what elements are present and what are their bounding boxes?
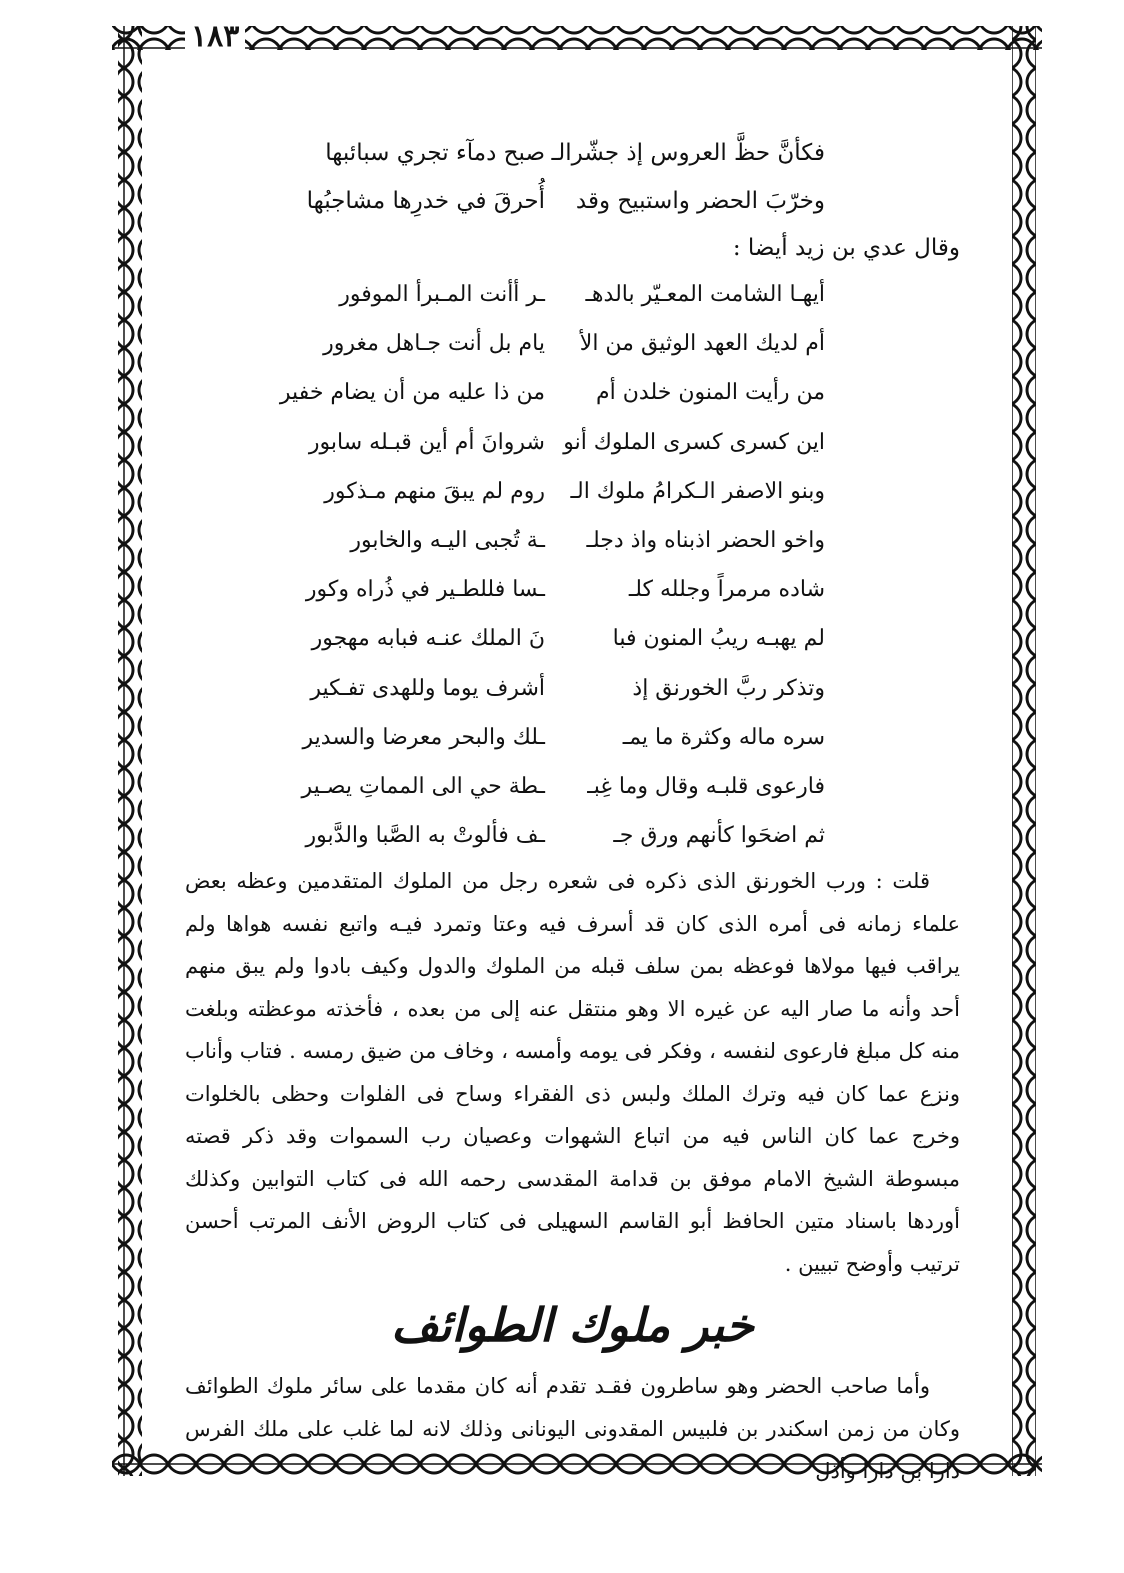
verse-line [185, 270, 960, 319]
verse-line [185, 713, 960, 762]
verse-line [185, 130, 960, 178]
body-section [185, 1365, 960, 1493]
verse-first-hemistich: أم لديك العهد الوثيق من الأ [579, 331, 825, 357]
verse-first-hemistich: سره ماله وكثرة ما يمـ [622, 724, 825, 750]
verse-line [185, 664, 960, 713]
verse-second-hemistich: ـسا فللطـير في ذُراه وكور [305, 577, 545, 603]
verse-line [185, 516, 960, 565]
verse-second-hemistich: شروانَ أم أين قبـله سابور [308, 429, 545, 455]
verse-line [185, 762, 960, 811]
verse-second-hemistich: يام بل أنت جـاهل مغرور [323, 331, 545, 357]
verse-line [185, 565, 960, 614]
commentary-section [185, 860, 960, 1285]
verse-line [185, 368, 960, 417]
verse-second-hemistich: ـلك والبحر معرضا والسدير [302, 724, 545, 750]
verse-line [185, 614, 960, 663]
verse-second-hemistich: ـطة حي الى المماتِ يصـير [301, 773, 545, 799]
verse-second-hemistich: من ذا عليه من أن يضام خفير [279, 380, 545, 406]
verse-first-hemistich: لم يهبـه ريبُ المنون فبا [612, 626, 825, 652]
poem-introduction: وقال عدي بن زيد أيضا : [732, 235, 960, 261]
verse-first-hemistich: ثم اضحَوا كأنهم ورق جـ [613, 823, 825, 849]
verse-second-hemistich: ـف فألوتْ به الصَّبا والدَّبور [305, 823, 545, 849]
body-paragraph: وأما صاحب الحضر وهو ساطرون فقـد تقدم أنه كان مقدما على سائر ملوك الطوائف وكان من زمن اسكندر بن فلبيس المقدونى اليونانى وذلك لانه لما غلب على ملك الفرس دارا بن دارا وأذل [185, 1374, 960, 1484]
verse-second-hemistich: أشرف يوما وللهدى تفـكير [310, 675, 545, 701]
verse-first-hemistich: أيهـا الشامت المعـيّر بالدهـ [585, 282, 825, 307]
verse-first-hemistich: من رأيت المنون خلدن أم [596, 380, 825, 406]
section-heading: خبر ملوك الطوائف [391, 1298, 754, 1353]
verse-line [185, 811, 960, 860]
verse-second-hemistich: ـة تُجبى اليـه والخابور [350, 527, 545, 553]
verse-first-hemistich: واخو الحضر اذبناه واذ دجلـ [586, 527, 825, 553]
verse-line [185, 418, 960, 467]
verse-line [185, 467, 960, 516]
verse-second-hemistich: صبح دمآء تجري سبائبها [325, 140, 545, 166]
verse-second-hemistich: نَ الملك عنـه فبابه مهجور [311, 626, 545, 652]
verse-first-hemistich: وخرّبَ الحضر واستبيح وقد [575, 188, 825, 214]
verse-first-hemistich: وتذكر ربَّ الخورنق إذ [632, 675, 825, 701]
verse-first-hemistich: اين كسرى كسرى الملوك أنو [563, 429, 825, 455]
page-content [185, 130, 960, 1493]
verse-second-hemistich: روم لم يبقَ منهم مـذكور [324, 478, 545, 504]
verse-first-hemistich: فكأنَّ حظَّ العروس إذ جشّرالـ [551, 140, 825, 166]
verse-line [185, 319, 960, 368]
page-number: ١٨٣ [185, 22, 245, 52]
commentary-paragraph: قلت : ورب الخورنق الذى ذكره فى شعره رجل من الملوك المتقدمين وعظه بعض علماء زمانه فى أمره الذى كان قد أسرف فيه وعتا وتمرد فيـه واتبع نفسه هواها ولم يراقب فيها مولاها فوعظه بمن سلف قبله من الملوك والدول وكيف بادوا ولم يبق منهم أحد وأنه ما صار اليه عن غيره الا وهو منتقل عنه إلى من بعده ، فأخذته موعظته وبلغت منه كل مبلغ فارعوى لنفسه ، وفكر فى يومه وأمسه ، وخاف من ضيق رمسه . فتاب وأناب ونزع عما كان فيه وترك الملك ولبس ذى الفقراء وساح فى الفلوات وحظى بالخلوات وخرج عما كان الناس فيه من اتباع الشهوات وعصيان رب السموات وقد ذكر قصته مبسوطة الشيخ الامام موفق بن قدامة المقدسى رحمه الله فى كتاب التوابين وكذلك أوردها باسناد متين الحافظ أبو القاسم السهيلى فى كتاب الروض الأنف المرتب أحسن ترتيب وأوضح تبيين . [185, 869, 960, 1276]
verse-line [185, 178, 960, 226]
verse-second-hemistich: ـر أأنت المـبرأ الموفور [339, 282, 545, 307]
verse-second-hemistich: أُحرقَ في خدرِها مشاجبُها [306, 188, 545, 214]
verse-first-hemistich: وبنو الاصفر الـكرامُ ملوك الـ [570, 478, 825, 504]
verse-first-hemistich: شاده مرمراً وجلله كلـ [628, 577, 825, 603]
verse-first-hemistich: فارعوى قلبـه وقال وما غِبـ [587, 773, 825, 799]
